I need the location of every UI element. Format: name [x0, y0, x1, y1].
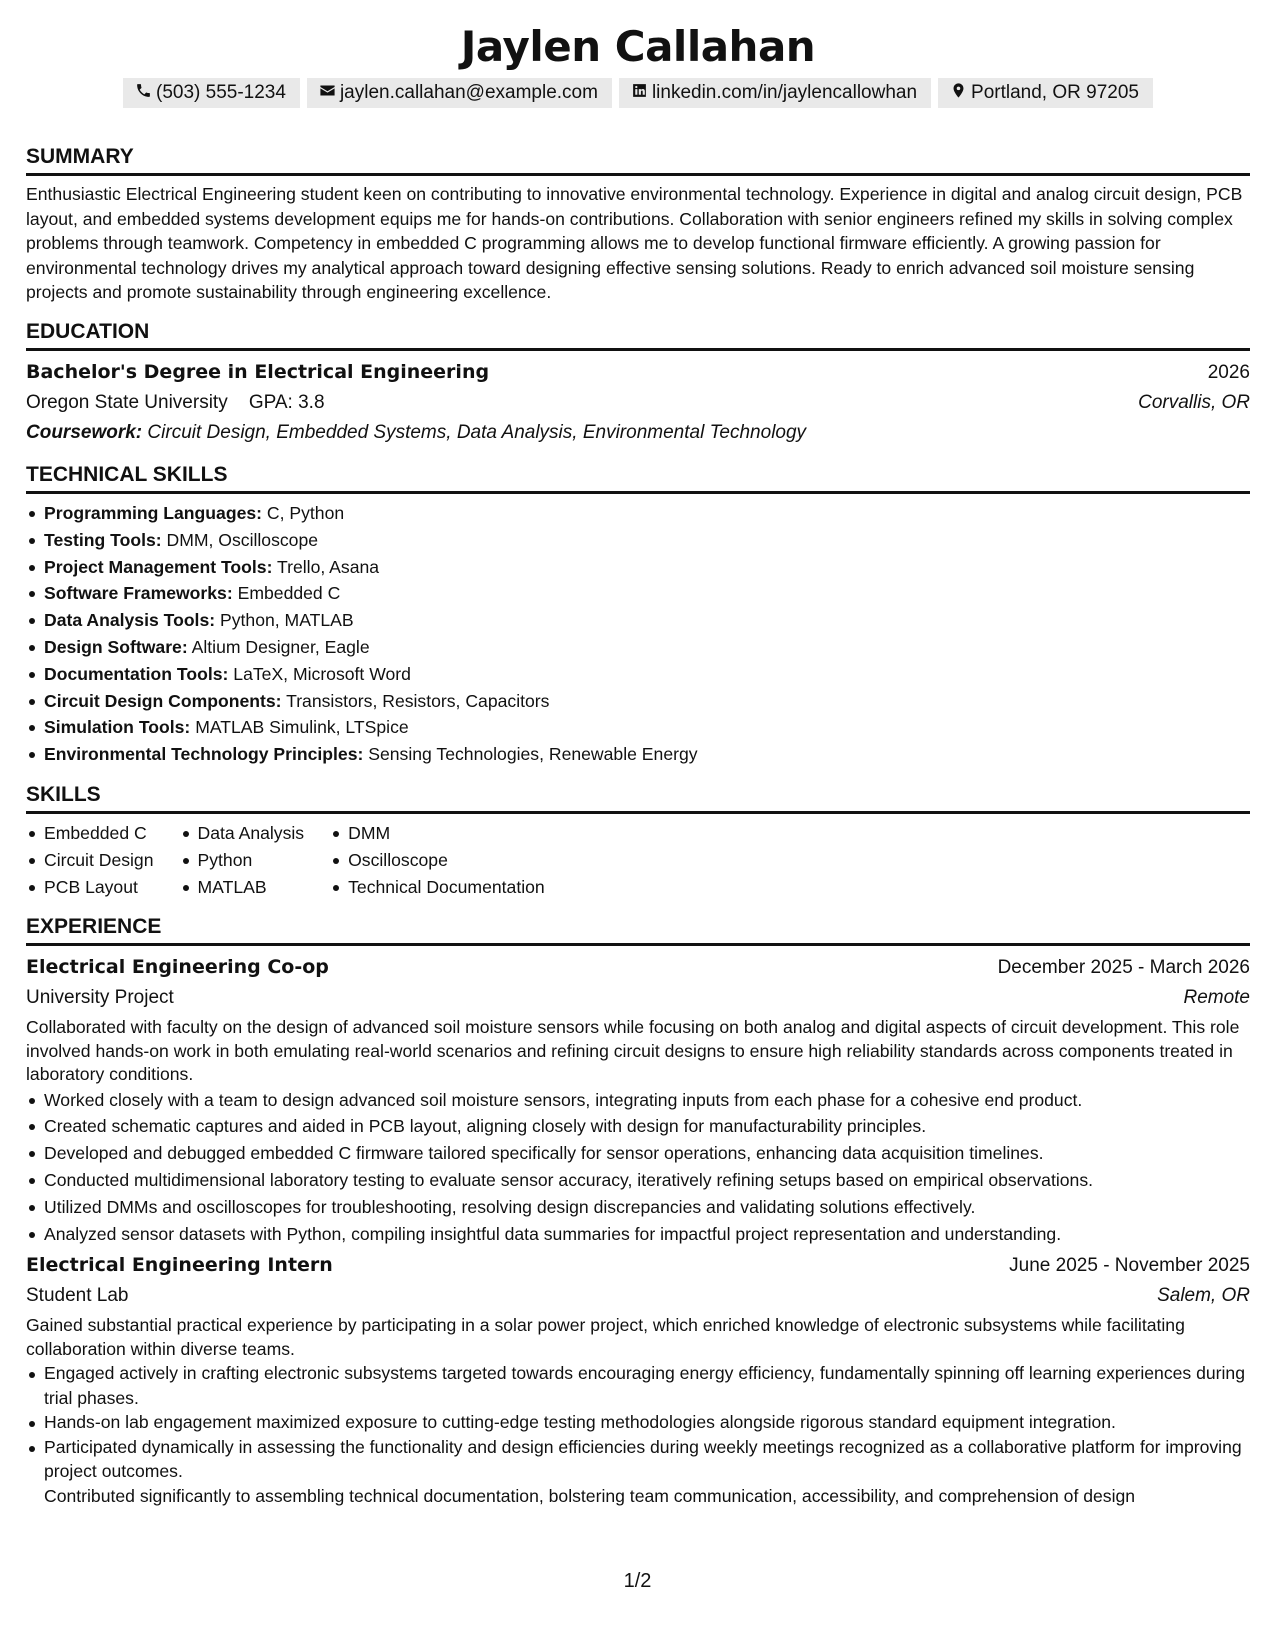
- contact-linkedin[interactable]: [619, 78, 931, 108]
- section-title-skills: SKILLS: [26, 782, 101, 806]
- list-item: [44, 714, 1250, 741]
- school-line: [26, 388, 325, 418]
- job-title: Electrical Engineering Intern: [26, 1254, 333, 1277]
- contact-bar: [26, 78, 1250, 108]
- list-item: Participated dynamically in assessing the functionality and design efficiencies during weekly meetings recognized as a collaborative platform for improving project outcomes.: [44, 1435, 1250, 1484]
- education-school-row: [26, 388, 1250, 418]
- section-divider: [26, 173, 1250, 176]
- list-item: Hands-on lab engagement maximized exposure to cutting-edge testing methodologies alongside rigorous standard equipment integration.: [44, 1410, 1250, 1435]
- job-header-row: [26, 952, 1250, 983]
- skills-columns: [26, 820, 1250, 900]
- email-link[interactable]: jaylen.callahan@example.com: [339, 82, 598, 103]
- education-header-row: [26, 357, 1250, 388]
- job-title: Electrical Engineering Co-op: [26, 956, 329, 979]
- job-header-row: [26, 1250, 1250, 1281]
- skills-section: [26, 776, 1250, 900]
- skill-label: Design Software:: [44, 636, 188, 657]
- list-item: [44, 661, 1250, 688]
- job-bullets: [26, 1087, 1250, 1248]
- job-entry: [26, 952, 1250, 1247]
- section-divider: [26, 348, 1250, 351]
- resume-page: [26, 18, 1250, 1508]
- skills-column: [180, 820, 305, 900]
- list-item: Conducted multidimensional laboratory testing to evaluate sensor accuracy, iteratively refining setups based on empirical observations.: [44, 1167, 1250, 1194]
- list-item: MATLAB: [198, 874, 305, 901]
- school-location: Corvallis, OR: [1138, 391, 1250, 413]
- list-item: [44, 527, 1250, 554]
- skill-label: Data Analysis Tools:: [44, 610, 216, 631]
- list-item: Data Analysis: [198, 820, 305, 847]
- skill-value: Altium Designer, Eagle: [191, 636, 370, 657]
- section-title-summary: SUMMARY: [26, 145, 134, 168]
- list-item: [44, 607, 1250, 634]
- summary-section: [26, 138, 1250, 305]
- job-dates: December 2025 - March 2026: [997, 957, 1250, 979]
- list-item: [44, 634, 1250, 661]
- gpa: GPA: 3.8: [248, 391, 325, 413]
- coursework-line: [26, 418, 1250, 448]
- skills-column: [330, 820, 545, 900]
- degree-title: Bachelor's Degree in Electrical Engineering: [26, 360, 490, 383]
- list-item: PCB Layout: [44, 874, 154, 901]
- list-item: Engaged actively in crafting electronic subsystems targeted towards encouraging energy efficiency, fundamentally spinning off learning experiences during trial phases.: [44, 1361, 1250, 1410]
- job-summary: Collaborated with faculty on the design of advanced soil moisture sensors while focusing on both analog and digital aspects of circuit development. This role involved hands-on work in both emulating real-world scenarios and refining circuit designs to ensure high reliability standards across components treated in laboratory conditions.: [26, 1017, 1240, 1085]
- job-organization: University Project: [26, 987, 174, 1009]
- contact-phone: [123, 78, 300, 108]
- skill-value: MATLAB Simulink, LTSpice: [195, 717, 409, 738]
- linkedin-icon: [631, 82, 648, 105]
- list-item: Analyzed sensor datasets with Python, compiling insightful data summaries for impactful project representation and understanding.: [44, 1221, 1250, 1248]
- list-item: [44, 554, 1250, 581]
- education-section: [26, 313, 1250, 448]
- list-item: [44, 688, 1250, 715]
- list-item: Embedded C: [44, 820, 154, 847]
- skill-label: Environmental Technology Principles:: [44, 744, 364, 765]
- section-divider: [26, 491, 1250, 494]
- skill-value: Transistors, Resistors, Capacitors: [286, 690, 550, 711]
- page-number: 1/2: [623, 1570, 652, 1592]
- phone-text: (503) 555-1234: [156, 82, 286, 103]
- list-item: [44, 500, 1250, 527]
- skill-value: Embedded C: [237, 583, 341, 604]
- skill-label: Software Frameworks:: [44, 583, 233, 604]
- contact-location: [938, 78, 1153, 108]
- section-divider: [26, 943, 1250, 946]
- skill-label: Simulation Tools:: [44, 717, 191, 738]
- envelope-icon: [319, 82, 336, 105]
- section-title-technical-skills: TECHNICAL SKILLS: [26, 462, 228, 486]
- job-bullets: [26, 1361, 1250, 1508]
- list-item: [44, 741, 1250, 768]
- skill-label: Testing Tools:: [44, 529, 162, 550]
- graduation-year: 2026: [1207, 361, 1250, 383]
- skill-value: LaTeX, Microsoft Word: [233, 663, 411, 684]
- skill-value: Trello, Asana: [277, 556, 380, 577]
- job-entry: [26, 1250, 1250, 1508]
- list-item: Worked closely with a team to design advanced soil moisture sensors, integrating inputs from each phase for a cohesive end product.: [44, 1087, 1250, 1114]
- list-item: Contributed significantly to assembling technical documentation, bolstering team communication, accessibility, and comprehension of design: [44, 1484, 1250, 1509]
- job-org-row: [26, 1281, 1250, 1311]
- location-text: Portland, OR 97205: [971, 82, 1139, 103]
- skill-value: DMM, Oscilloscope: [166, 529, 319, 550]
- section-title-experience: EXPERIENCE: [26, 915, 162, 939]
- phone-icon: [135, 82, 152, 105]
- job-location: Salem, OR: [1157, 1285, 1250, 1307]
- technical-skills-section: [26, 456, 1250, 768]
- skill-value: C, Python: [266, 502, 345, 523]
- skill-label: Project Management Tools:: [44, 556, 273, 577]
- job-organization: Student Lab: [26, 1285, 129, 1307]
- list-item: [44, 580, 1250, 607]
- list-item: Circuit Design: [44, 847, 154, 874]
- list-item: Utilized DMMs and oscilloscopes for troubleshooting, resolving design discrepancies and validating solutions effectively.: [44, 1194, 1250, 1221]
- summary-text: Enthusiastic Electrical Engineering student keen on contributing to innovative environmental technology. Experience in digital and analog circuit design, PCB layout, and embedded systems development equips me for hands-on contributions. Collaboration with senior engineers refined my skills in solving complex problems through teamwork. Competency in embedded C programming allows me to develop functional firmware efficiently. A growing passion for environmental technology drives my analytical approach toward designing effective sensing solutions. Ready to enrich advanced soil moisture sensing projects and promote sustainability through engineering excellence.: [26, 184, 1243, 303]
- list-item: Technical Documentation: [348, 874, 545, 901]
- list-item: Created schematic captures and aided in PCB layout, aligning closely with design for manufacturability principles.: [44, 1113, 1250, 1140]
- experience-section: [26, 908, 1250, 1508]
- skill-value: Python, MATLAB: [219, 610, 354, 631]
- skill-label: Programming Languages:: [44, 502, 262, 523]
- list-item: Developed and debugged embedded C firmware tailored specifically for sensor operations, enhancing data acquisition timelines.: [44, 1140, 1250, 1167]
- skill-label: Documentation Tools:: [44, 663, 229, 684]
- list-item: Oscilloscope: [348, 847, 545, 874]
- school-name: Oregon State University: [26, 391, 228, 413]
- contact-email[interactable]: [307, 78, 612, 108]
- job-location: Remote: [1183, 987, 1250, 1009]
- job-dates: June 2025 - November 2025: [1009, 1255, 1250, 1277]
- coursework-label: Coursework:: [26, 421, 143, 443]
- linkedin-link[interactable]: linkedin.com/in/jaylencallowhan: [651, 82, 918, 103]
- candidate-name: Jaylen Callahan: [460, 22, 816, 71]
- job-org-row: [26, 983, 1250, 1013]
- map-pin-icon: [950, 82, 967, 105]
- job-summary: Gained substantial practical experience by participating in a solar power project, which enriched knowledge of electronic subsystems while facilitating collaboration within diverse teams.: [26, 1315, 1185, 1359]
- skill-label: Circuit Design Components:: [44, 690, 282, 711]
- list-item: Python: [198, 847, 305, 874]
- skills-column: [26, 820, 154, 900]
- coursework-list: Circuit Design, Embedded Systems, Data Analysis, Environmental Technology: [147, 421, 807, 443]
- section-title-education: EDUCATION: [26, 319, 150, 343]
- section-divider: [26, 811, 1250, 814]
- technical-skills-list: [26, 500, 1250, 768]
- skill-value: Sensing Technologies, Renewable Energy: [368, 744, 698, 765]
- list-item: DMM: [348, 820, 545, 847]
